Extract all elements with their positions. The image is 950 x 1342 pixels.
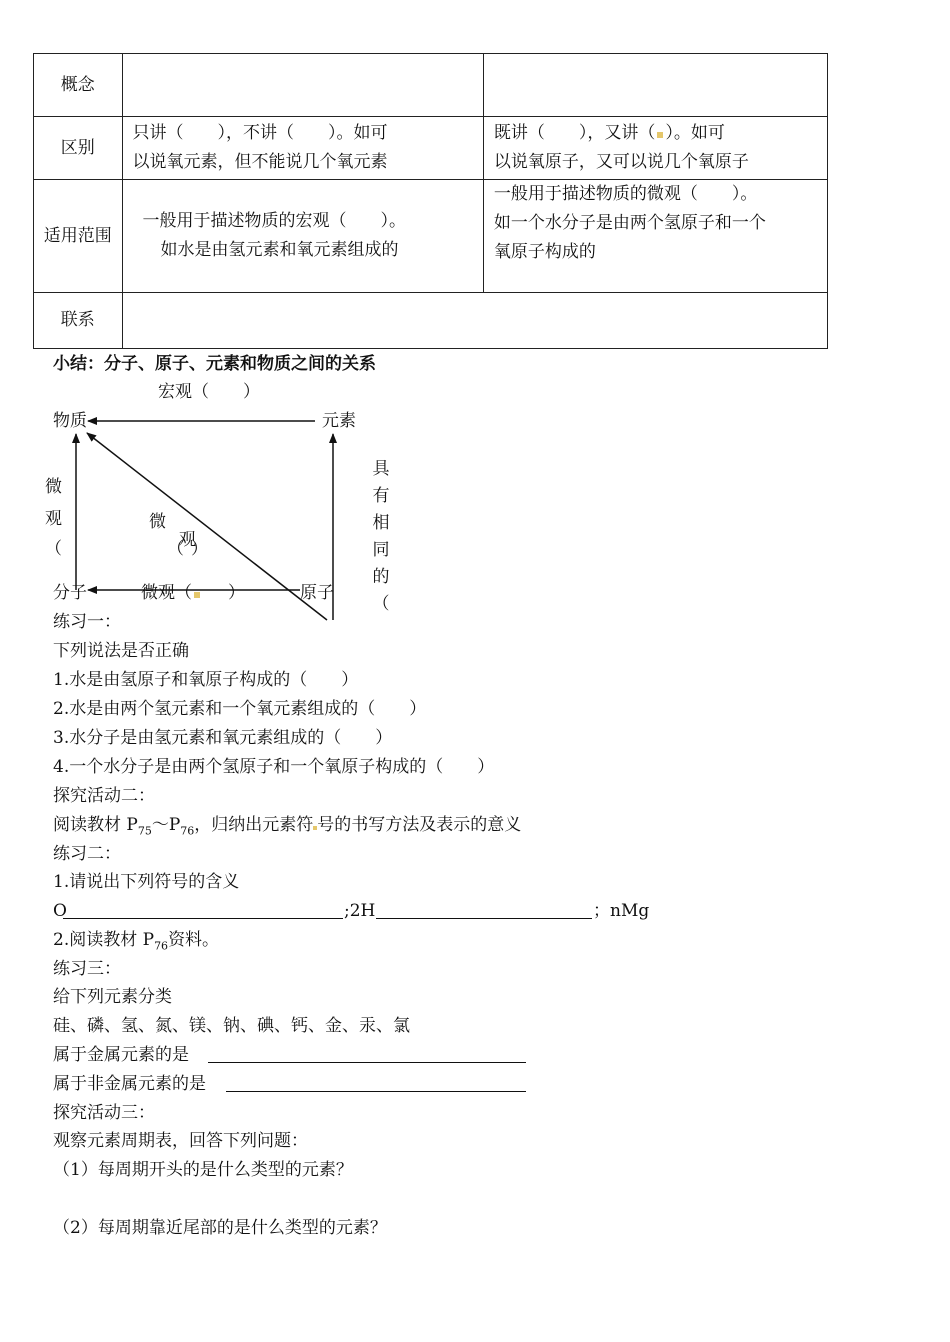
left-label-paren: （ (45, 539, 62, 559)
diag-paren-open: （ (167, 539, 184, 559)
symbol-o-label: O (53, 901, 67, 921)
activity3-q1: （1）每周期开头的是什么类型的元素？ (53, 1160, 353, 1180)
practice1-item-2: 2.水是由两个氢元素和一个氧元素组成的（ ） (53, 699, 427, 719)
row-label-difference: 区别 (34, 117, 123, 180)
scope-cell-element: 一般用于描述物质的宏观（ ）。 如水是由氢元素和氧元素组成的 (122, 180, 483, 293)
diag-label-wei: 微 (149, 512, 166, 532)
row-label-concept: 概念 (34, 54, 123, 117)
row-label-relation: 联系 (34, 293, 123, 349)
node-element: 元素 (322, 411, 356, 431)
macro-label: 宏观（ ） (158, 382, 260, 402)
practice1-item-4: 4.一个水分子是由两个氢原子和一个氧原子构成的（ ） (53, 757, 495, 777)
scope-cell-atom: 一般用于描述物质的微观（ ）。 如一个水分子是由两个氢原子和一个 氧原子构成的 (483, 180, 827, 293)
row-label-scope: 适用范围 (34, 180, 123, 293)
node-atom: 原子 (300, 583, 334, 603)
practice3-title: 练习三： (53, 959, 121, 979)
activity3-prompt: 观察元素周期表，回答下列问题： (53, 1131, 308, 1151)
diag-label-guan: 观 (179, 530, 196, 550)
practice1-item-3: 3.水分子是由氢元素和氧元素组成的（ ） (53, 728, 393, 748)
left-label-wei: 微 (45, 477, 62, 497)
nonmetal-label: 属于非金属元素的是 (53, 1074, 206, 1094)
summary-title: 小结：分子、原子、元素和物质之间的关系 (53, 354, 376, 374)
diag-paren-close: ） (191, 539, 208, 559)
practice2-title: 练习二： (53, 844, 121, 864)
practice2-q1: 1.请说出下列符号的含义 (53, 872, 240, 892)
difference-cell-atom: 既讲（ ），又讲（ ）。如可 以说氧原子，又可以说几个氧原子 (483, 117, 827, 180)
activity2-text: 阅读教材 $P_{75}\sim P_{76}$，归纳出元素符 号的书写方法及表示的意义 (53, 815, 522, 838)
arrow-atom-to-substance (87, 433, 327, 620)
activity2-title: 探究活动二： (53, 786, 155, 806)
element-list: 硅、磷、氢、氮、镁、钠、碘、钙、金、汞、氯 (53, 1016, 410, 1036)
node-molecule: 分子 (53, 583, 87, 603)
activity3-q2: （2）每周期靠近尾部的是什么类型的元素？ (53, 1218, 387, 1238)
symbol-nmg-label: ；nMg (593, 901, 650, 921)
practice1-item-1: 1.水是由氢原子和氧原子构成的（ ） (53, 670, 359, 690)
node-substance: 物质 (53, 411, 87, 431)
metal-label: 属于金属元素的是 (53, 1045, 189, 1065)
practice1-title: 练习一： (53, 612, 121, 632)
practice1-prompt: 下列说法是否正确 (53, 641, 189, 661)
symbol-o-answer-line[interactable] (63, 918, 343, 919)
symbol-2h-answer-line[interactable] (376, 918, 592, 919)
bottom-micro-label: 微观（ ） (141, 583, 245, 603)
right-vertical-label: 具有相同的（ (372, 459, 390, 614)
difference-cell-element: 只讲（ ），不讲（ ）。如可 以说氧元素，但不能说几个氧元素 (122, 117, 483, 180)
practice2-q2: 2.阅读教材 $P_{76}$资料。 (53, 930, 220, 953)
metal-answer-line[interactable] (208, 1062, 526, 1063)
symbol-2h-label: ;2H (344, 901, 376, 921)
activity3-title: 探究活动三： (53, 1103, 155, 1123)
practice3-prompt: 给下列元素分类 (53, 987, 172, 1007)
left-label-guan: 观 (45, 509, 62, 529)
nonmetal-answer-line[interactable] (226, 1091, 526, 1092)
